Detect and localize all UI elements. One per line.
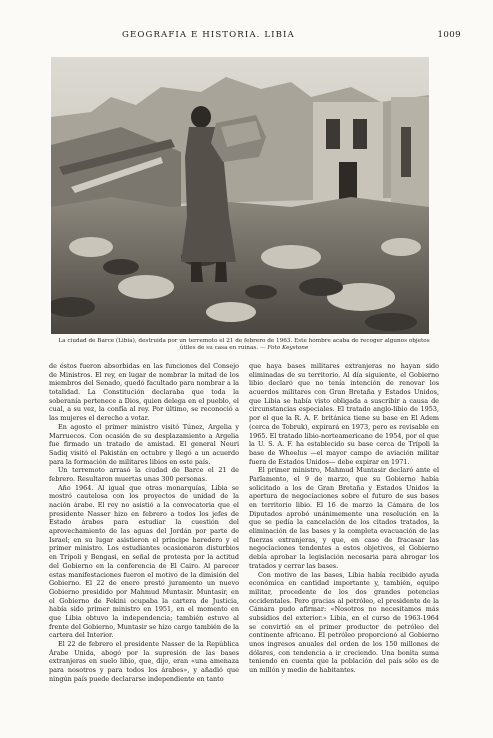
running-title: GEOGRAFIA E HISTORIA. LIBIA xyxy=(122,30,295,40)
paragraph: El 22 de febrero el presidente Nasser de la República Árabe Unida, abogó por la supresión de las bases extranjeras en suelo libio, que, dijo, eran «una amenaza para nosotros y para todos los árabes», y añadió que ningún país puede declararse independiente en tanto xyxy=(49,640,239,683)
page-number: 1009 xyxy=(437,30,461,40)
photo-caption xyxy=(51,338,437,353)
paragraph: El primer ministro, Mahmud Muntasir declaró ante el Parlamento, el 9 de marzo, que su Gobierno había solicitado a los de Gran Bretaña y Estados Unidos la apertura de negociaciones sobre el futuro de sus bases en territorio libio. El 16 de marzo la Cámara de los Diputados aprobó unánimemente una resolución en la que se pedía la cancelación de los citados tratados, la eliminación de las bases y la completa evacuación de las fuerzas extranjeras, y que, en caso de fracasar las negociaciones tendentes a estos objetivos, el Gobierno debía aprobar la legislación necesaria para abrogar los tratados y cerrar las bases. xyxy=(249,466,439,570)
paragraph: En agosto el primer ministro visitó Túnez, Argelia y Marruecos. Con ocasión de su desplazamiento a Argelia fue firmado un tratado de amistad. El general Neuri Sadiq visitó el Pakistán en octubre y llegó a un acuerdo para la formación de militares libios en este país. xyxy=(49,422,239,466)
paragraph: de éstos fueron absorbidas en las funciones del Consejo de Ministros. El rey, en lugar de nombrar la mitad de los miembros del Senado, quedó facultado para nombrar a la totalidad. La Constitución declaraba que toda la soberanía pertenece a Dios, quien delega en el pueblo, el cual, a su vez, la confía al rey. Por último, se reconoció a las mujeres el derecho a votar. xyxy=(49,362,239,423)
running-header xyxy=(60,30,461,44)
right-column xyxy=(249,362,439,675)
paragraph: Con motivo de las bases, Libia había recibido ayuda económica en cantidad importante y, también, equipo militar, procedente de los dos grandes potencias occidentales. Pero gracias al petróleo, el presidente de la Cámara pudo afirmar: «Nosotros no necesitamos más subsidios del exterior.» Libia, en el curso de 1963-1964 se convirtió en el primer productor de petróleo del continente africano. El petróleo proporcionó al Gobierno unos ingresos anuales del orden de los 150 millones de dólares, con tendencia a ir creciendo. Una bonita suma teniendo en cuenta que la población del país sólo es de un millón y medio de habitantes. xyxy=(249,570,439,675)
earthquake-photo xyxy=(51,57,429,334)
paragraph: Año 1964. Al igual que otras monarquías, Libia se mostró cautelosa con los proyectos de unidad de la nación árabe. El rey no asistió a la convocatoria que el presidente Nasser hizo en febrero a todos los jefes de Estado árabes para estudiar la cuestión del aprovechamiento de las aguas del Jordán por parte de Israel; en su lugar asistieron el príncipe heredero y el primer ministro. Los estudiantes ocasionaron disturbios en Trípoli y Bengasi, en señal de protesta por la actitud del Gobierno en la conferencia de El Cairo. Al parecer estas manifestaciones fueron el motivo de la dimisión del Gobierno. El 22 de enero prestó juramento un nuevo Gobierno presidido por Mahmud Muntasir. Muntasir, en el Gobierno de Fekini ocupaba la cartera de Justicia, había sido primer ministro en 1951, en el momento en que Libia obtuvo la independencia; también estuvo al frente del Gobierno, Muntasir se hizo cargo también de la cartera del Interior. xyxy=(49,483,239,640)
caption-text: La ciudad de Barce (Libia), destruida por un terremoto el 21 de febrero de 1963. Este hombre acaba de recoger algunos objetos útiles de su casa en ruinas. xyxy=(58,338,430,352)
photo-credit: — Foto Keystone xyxy=(259,345,309,352)
paragraph: Un terremoto arrasó la ciudad de Barce el 21 de febrero. Resultaron muertas unas 300 personas. xyxy=(49,466,239,483)
article-body xyxy=(49,362,439,692)
paragraph: que haya bases militares extranjeras no hayan sido eliminadas de su territorio. Al día siguiente, el Gobierno libio declaró que no tenía intención de renovar los acuerdos militares con Gran Bretaña y Estados Unidos, que Libia se había visto obligada a suscribir a causa de circunstancias especiales. El tratado anglo-libio de 1953, por el que la R. A. F. británica tiene su base en El Adem (cerca de Tobruk), expirará en 1973, pero es revisable en 1965. El tratado libio-norteamericano de 1954, por el que la U. S. A. F. ha establecido su base cerca de Trípoli la base de Wheelus —el mayor campo de aviación militar fuera de Estados Unidos— debe expirar en 1971. xyxy=(249,362,439,466)
left-column xyxy=(49,362,239,683)
